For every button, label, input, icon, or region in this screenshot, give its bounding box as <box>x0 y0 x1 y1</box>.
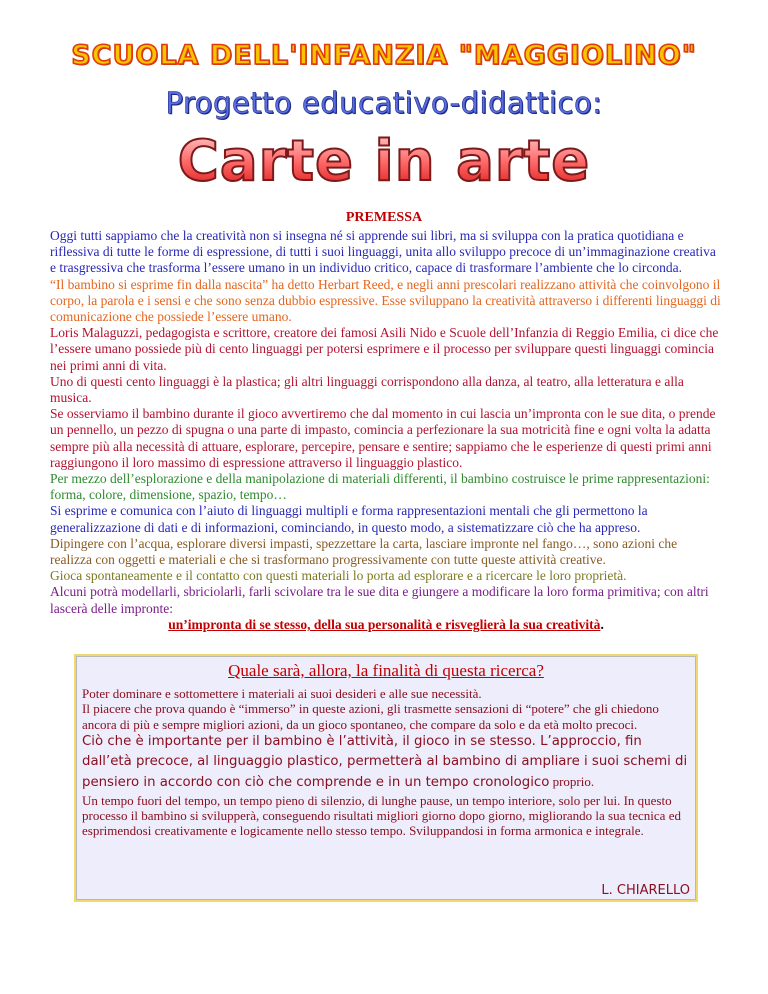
closing-period: . <box>600 616 604 632</box>
closing-emphasis: un’impronta di se stesso, della sua personalità e risveglierà la sua creatività <box>168 616 601 632</box>
premessa-body <box>50 228 722 633</box>
box-paragraph-3-end: proprio. <box>549 773 595 789</box>
paragraph-8: Dipingere con l’acqua, esplorare diversi impasti, spezzettare la carta, lasciare impronte nel fango…, sono azioni che realizza con oggetti e materiali e che si trasformano progressivamente con tutte queste attività creative. <box>50 535 678 568</box>
banner-title <box>0 128 768 192</box>
box-paragraph-2: Il piacere che prova quando è “immerso” in queste azioni, gli trasmette sensazioni di “potere” che gli chiedono ancora di più e sempre migliori azioni, da un gioco spontaneo, che compare da solo e da età molto precoci. <box>82 701 659 732</box>
box-paragraph-3 <box>82 732 688 793</box>
paragraph-3: Loris Malaguzzi, pedagogista e scrittore, creatore dei famosi Asili Nido e Scuole dell’Infanzia di Reggio Emilia, ci dice che l’essere umano possiede più di cento linguaggi per potersi esprimere e il processo per sviluppare questi linguaggi comincia nei primi anni di vita. <box>50 325 719 373</box>
paragraph-4: Uno di questi cento linguaggi è la plastica; gli altri linguaggi corrispondono alla danza, al teatro, alla letteratura e alla musica. <box>50 373 684 406</box>
paragraph-7: Si esprime e comunica con l’aiuto di linguaggi multipli e forma rappresentazioni mentali che gli permettono la generalizzazione di dati e di informazioni, cominciando, in questo modo, a sistematizzare ciò che ha appreso. <box>50 503 648 535</box>
author-signature: L. CHIARELLO <box>601 883 690 898</box>
paragraph-10: Alcuni potrà modellarli, sbriciolarli, farli scivolare tra le sue dita e giungere a modificare la loro forma primitiva; con altri lascerà delle impronte: <box>50 584 709 616</box>
paragraph-5: Se osserviamo il bambino durante il gioco avvertiremo che dal momento in cui lascia un’impronta con le sue dita, o prende un pennello, un pezzo di spugna o una parte di impasto, comincia a perfezionare la sua motricità fine e ogni volta la adatta sempre più alla necessità di attuare, esplorare, percepire, pensare e sentire; sappiamo che le esperienze di questi primi anni raggiungono il loro massimo di espressione attraverso il linguaggio plastico. <box>50 406 716 470</box>
premessa-heading: PREMESSA <box>345 210 423 225</box>
finalita-box <box>74 654 698 902</box>
box-body <box>82 686 688 839</box>
paragraph-2: “Il bambino si esprime fin dalla nascita” ha detto Herbart Reed, e negli anni prescolari realizzano attività che coinvolgono il corpo, la parola e i sensi e che sono senza dubbio espressive. Esse sviluppano la creatività attraverso i differenti linguaggi di comunicazione che possiede l’essere umano. <box>50 276 721 325</box>
paragraph-1: Oggi tutti sappiamo che la creatività non si insegna né si apprende sui libri, ma si sviluppa con la pratica quotidiana e riflessiva di tutte le forme di espressione, di tutti i suoi linguaggi, unita allo sviluppo precoce di un’immaginazione creativa e trasgressiva che trasforma l’essere umano in un individuo critico, capace di trasformare l’ambiente che lo circonda. <box>50 228 716 276</box>
paragraph-9: Gioca spontaneamente e il contatto con questi materiali lo porta ad esplorare e a ricercare le loro proprietà. <box>50 568 627 584</box>
closing-line <box>50 617 722 633</box>
school-title: SCUOLA DELL'INFANZIA "MAGGIOLINO" <box>71 40 697 71</box>
project-title: Progetto educativo-didattico: <box>165 86 603 120</box>
box-paragraph-3-main: Ciò che è importante per il bambino è l’attività, il gioco in se stesso. L’approccio, fin dall’età precoce, al linguaggio plastico, permetterà al bambino di ampliare i suoi schemi di pensiero in accordo con ciò che comprende e in un tempo cronologico <box>82 733 688 790</box>
paragraph-6: Per mezzo dell’esplorazione e della manipolazione di materiali differenti, il bambino costruisce le prime rappresentazioni: forma, colore, dimensione, spazio, tempo… <box>50 471 710 503</box>
box-paragraph-4: Un tempo fuori del tempo, un tempo pieno di silenzio, di lunghe pause, un tempo interiore, solo per lui. In questo processo il bambino si svilupperà, conseguendo risultati migliori giorno dopo giorno, migliorando la sua tecnica ed esprimendosi creativamente e logicamente nello stesso tempo. Sviluppandosi in forma armonica e integrale. <box>82 792 681 839</box>
banner-wordart <box>154 128 614 192</box>
banner-text: Carte in arte <box>177 129 591 192</box>
box-paragraph-1: Poter dominare e sottomettere i materiali ai suoi desideri e alle sue necessità. <box>82 686 482 701</box>
box-title: Quale sarà, allora, la finalità di questa ricerca? <box>228 661 544 680</box>
